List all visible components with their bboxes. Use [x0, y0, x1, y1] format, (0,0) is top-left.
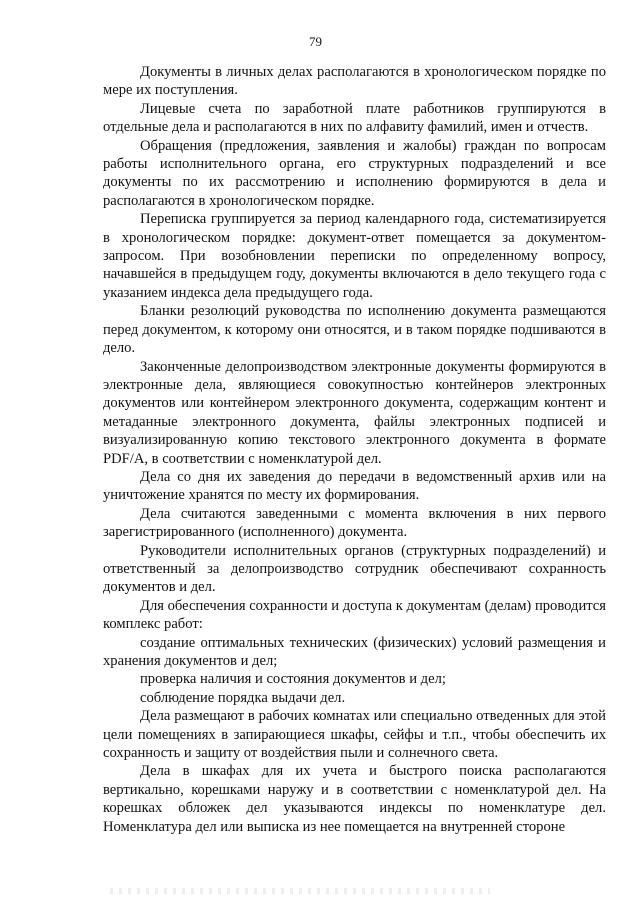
list-item: соблюдение порядка выдачи дел. [140, 689, 346, 706]
list-item: создание оптимальных технических (физических) условий размещения и хранения документов и дел; [103, 634, 606, 669]
paragraph: Руководители исполнительных органов (структурных подразделений) и ответственный за делопроизводство сотрудник обеспечивают сохранность документов и дел. [103, 542, 606, 596]
list-item: проверка наличия и состояния документов и дел; [140, 671, 446, 688]
paragraph: Лицевые счета по заработной плате работников группируются в отдельные дела и располагаются в них по алфавиту фамилий, имен и отчеств. [103, 100, 606, 136]
paragraph: Дела размещают в рабочих комнатах или специально отведенных для этой цели помещениях в запирающиеся шкафы, сейфы и т.п., чтобы обеспечить их сохранность и защиту от воздействия пыли и солнечного света. [103, 708, 606, 762]
page-body [103, 63, 606, 836]
paragraph: Обращения (предложения, заявления и жалобы) граждан по вопросам работы исполнительного органа, его структурных подразделений и все документы по их рассмотрению и исполнению формируются в дела и располагаются в хронологическом порядке. [103, 137, 606, 209]
page-number: 79 [309, 34, 322, 49]
paragraph: Дела считаются заведенными с момента включения в них первого зарегистрированного (исполненного) документа. [103, 505, 606, 541]
paragraph: Переписка группируется за период календарного года, систематизируется в хронологическом порядке: документ-ответ помещается за документом-запросом. При возобновлении переписки по определенному вопросу, начавшейся в предыдущем году, документы включаются в дело текущего года с указанием индекса дела предыдущего года. [103, 211, 606, 301]
paragraph: Дела в шкафах для их учета и быстрого поиска располагаются вертикально, корешками наружу и в соответствии с номенклатурой дел. На корешках обложек дел указываются индексы по номенклатуре дел. Номенклатура дел или выписка из нее помещается на внутренней стороне [103, 763, 606, 835]
paragraph: Бланки резолюций руководства по исполнению документа размещаются перед документом, к которому они относятся, и в таком порядке подшиваются в дело. [103, 303, 606, 357]
paragraph: Для обеспечения сохранности и доступа к документам (делам) проводится комплекс работ: [103, 597, 606, 633]
paragraph: Законченные делопроизводством электронные документы формируются в электронные дела, являющиеся совокупностью контейнеров электронных документов или контейнером электронного документа, содержащим контент и метаданные электронного документа, файлы электронных подписей и визуализированную копию текстового электронного документа в формате PDF/A, в соответствии с номенклатурой дел. [103, 358, 606, 467]
scan-artifact [110, 888, 490, 894]
paragraph: Дела со дня их заведения до передачи в ведомственный архив или на уничтожение хранятся по месту их формирования. [103, 468, 606, 504]
paragraph: Документы в личных делах располагаются в хронологическом порядке по мере их поступления. [103, 64, 606, 99]
